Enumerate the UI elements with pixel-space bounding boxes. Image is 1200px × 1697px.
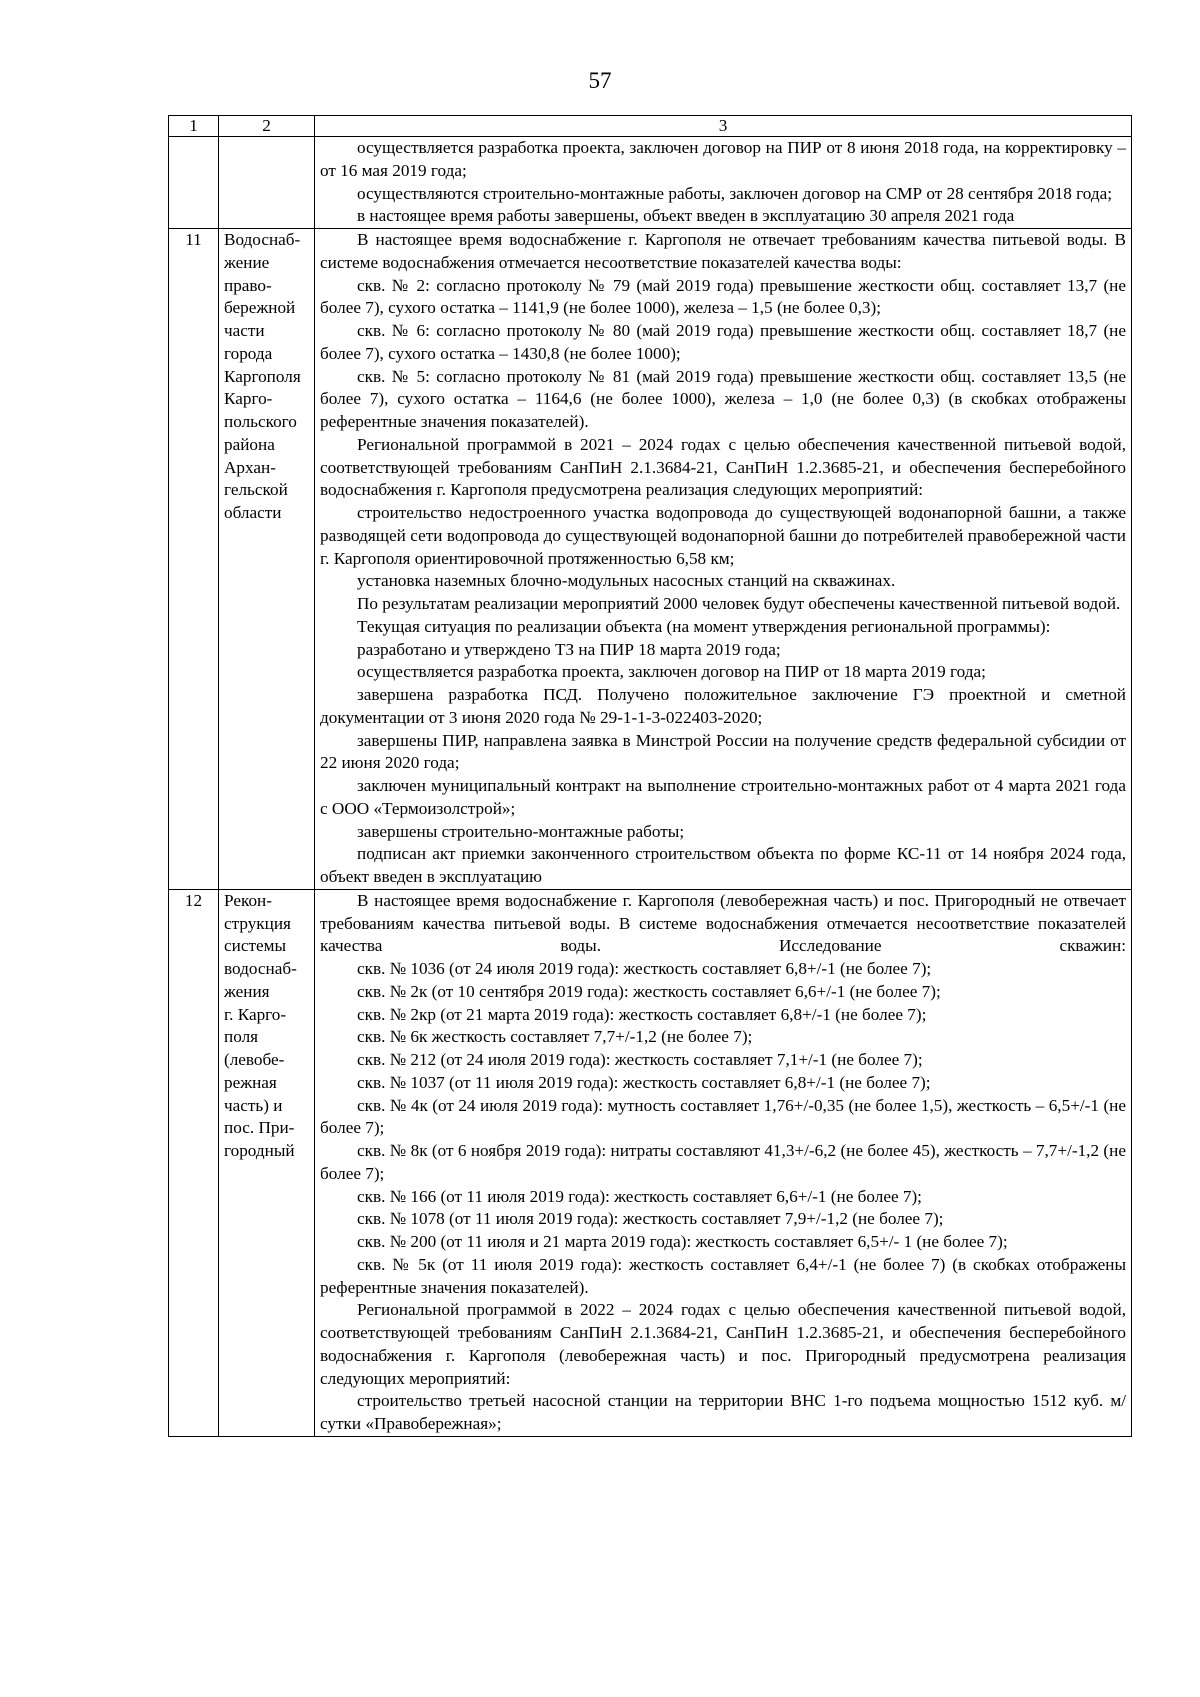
paragraph: скв. № 2к (от 10 сентября 2019 года): жесткость составляет 6,6+/-1 (не более 7); bbox=[357, 981, 941, 1001]
paragraph: скв. № 200 (от 11 июля и 21 марта 2019 года): жесткость составляет 6,5+/- 1 (не более 7); bbox=[357, 1232, 1008, 1251]
paragraph: осуществляется разработка проекта, заключен договор на ПИР от 18 марта 2019 года; bbox=[357, 662, 986, 682]
object-name-line: режная bbox=[224, 1072, 277, 1092]
paragraph: скв. № 8к (от 6 ноября 2019 года): нитраты составляют 41,3+/-6,2 (не более 45), жесткость – 7,7+/-1,2 (не более 7); bbox=[320, 1141, 1126, 1183]
row-number-cell: 11 bbox=[169, 229, 219, 890]
object-name-cell bbox=[219, 889, 315, 1436]
object-name-line: часть) и bbox=[224, 1095, 283, 1115]
object-name-line: Водоснаб- bbox=[224, 230, 301, 249]
paragraph: завершены ПИР, направлена заявка в Минстрой России на получение средств федеральной субсидии от 22 июня 2020 года; bbox=[320, 730, 1126, 773]
paragraph: завершена разработка ПСД. Получено положительное заключение ГЭ проектной и сметной документации от 3 июня 2020 года № 29-1-1-3-022403-2020; bbox=[320, 685, 1126, 727]
object-name-line: области bbox=[224, 503, 282, 522]
object-name-line: струкция bbox=[224, 913, 291, 933]
table-row-continuation bbox=[169, 137, 1132, 229]
object-name-line: гельской bbox=[224, 480, 288, 500]
object-name-cell bbox=[219, 229, 315, 890]
paragraph: По результатам реализации мероприятий 2000 человек будут обеспечены качественной питьевой водой. bbox=[357, 594, 1121, 613]
description-cell bbox=[315, 137, 1132, 229]
document-table bbox=[168, 115, 1132, 1437]
paragraph: строительство недостроенного участка водопровода до существующей водонапорной башни, а также разводящей сети водопровода до существующей водонапорной башни до потребителей правобережной части г. Каргополя ориентировочной протяженностью 6,58 км; bbox=[320, 503, 1126, 568]
object-name-line: пос. При- bbox=[224, 1118, 295, 1138]
paragraph: скв. № 212 (от 24 июля 2019 года): жесткость составляет 7,1+/-1 (не более 7); bbox=[357, 1050, 923, 1069]
description-cell bbox=[315, 229, 1132, 890]
object-name-cell bbox=[219, 137, 315, 229]
paragraph: осуществляются строительно-монтажные работы, заключен договор на СМР от 28 сентября 2018 года; bbox=[357, 183, 1112, 203]
object-name-line: города bbox=[224, 343, 273, 363]
paragraph: разработано и утверждено ТЗ на ПИР 18 марта 2019 года; bbox=[357, 639, 781, 659]
paragraph: скв. № 2кр (от 21 марта 2019 года): жесткость составляет 6,8+/-1 (не более 7); bbox=[357, 1004, 927, 1024]
paragraph: Региональной программой в 2022 – 2024 годах с целью обеспечения качественной питьевой водой, соответствующей требованиям СанПиН 2.1.3684-21, СанПиН 1.2.3685-21, и обеспечения бесперебойного водоснабжения г. Каргополя (левобережная часть) и пос. Пригородный предусмотрена реализация следующих мероприятий: bbox=[320, 1300, 1126, 1388]
paragraph: скв. № 4к (от 24 июля 2019 года): мутность составляет 1,76+/-0,35 (не более 1,5), жесткость – 6,5+/-1 (не более 7); bbox=[320, 1095, 1126, 1138]
object-name-line: польского bbox=[224, 412, 297, 431]
object-name-line: Каргополя bbox=[224, 366, 301, 386]
paragraph: скв. № 6: согласно протоколу № 80 (май 2019 года) превышение жесткости общ. составляет 18,7 (не более 7), сухого остатка – 1430,8 (не более 1000); bbox=[320, 321, 1126, 363]
paragraph: скв. № 1036 (от 24 июля 2019 года): жесткость составляет 6,8+/-1 (не более 7); bbox=[357, 959, 932, 978]
object-name-line: Карго- bbox=[224, 389, 273, 409]
paragraph: скв. № 5к (от 11 июля 2019 года): жесткость составляет 6,4+/-1 (не более 7) (в скобках отображены референтные значения показателей). bbox=[320, 1254, 1126, 1297]
object-name-line: право- bbox=[224, 275, 272, 295]
table-row-11 bbox=[169, 229, 1132, 890]
paragraph: подписан акт приемки законченного строительством объекта по форме КС-11 от 14 ноября 2024 года, объект введен в эксплуатацию bbox=[320, 844, 1126, 886]
row-number-cell bbox=[169, 137, 219, 229]
paragraph: скв. № 1037 (от 11 июля 2019 года): жесткость составляет 6,8+/-1 (не более 7); bbox=[357, 1072, 931, 1092]
object-name-line: системы bbox=[224, 936, 287, 956]
paragraph: строительство третьей насосной станции на территории ВНС 1-го подъема мощностью 1512 куб. м/сутки «Правобережная»; bbox=[320, 1391, 1126, 1433]
paragraph: В настоящее время водоснабжение г. Каргополя (левобережная часть) и пос. Пригородный не отвечает требованиям качества питьевой воды. В системе водоснабжения отмечается несоответствие показателей качества воды. Исследование скважин: bbox=[320, 890, 1126, 956]
paragraph: скв. № 1078 (от 11 июля 2019 года): жесткость составляет 7,9+/-1,2 (не более 7); bbox=[357, 1209, 944, 1229]
object-name-line: Рекон- bbox=[224, 890, 272, 910]
table-row-12 bbox=[169, 889, 1132, 1436]
paragraph: заключен муниципальный контракт на выполнение строительно-монтажных работ от 4 марта 2021 года с ООО «Термоизолстрой»; bbox=[320, 776, 1126, 818]
object-name-line: поля bbox=[224, 1027, 259, 1047]
object-name-line: жения bbox=[224, 981, 270, 1001]
row-number-cell: 12 bbox=[169, 889, 219, 1436]
object-name-line: водоснаб- bbox=[224, 959, 297, 978]
object-name-line: Архан- bbox=[224, 457, 276, 477]
object-name-line: г. Карго- bbox=[224, 1004, 287, 1024]
paragraph: Текущая ситуация по реализации объекта (на момент утверждения региональной программы): bbox=[357, 616, 1051, 636]
object-name-line: района bbox=[224, 434, 275, 454]
paragraph: в настоящее время работы завершены, объект введен в эксплуатацию 30 апреля 2021 года bbox=[357, 206, 1015, 226]
object-name-line: жение bbox=[224, 252, 270, 272]
paragraph: скв. № 166 (от 11 июля 2019 года): жесткость составляет 6,6+/-1 (не более 7); bbox=[357, 1186, 922, 1206]
object-name-line: городный bbox=[224, 1141, 295, 1160]
object-name-line: бережной bbox=[224, 298, 296, 318]
header-cell-2: 2 bbox=[219, 116, 315, 137]
page-number: 57 bbox=[588, 68, 612, 93]
paragraph: установка наземных блочно-модульных насосных станций на скважинах. bbox=[357, 571, 896, 591]
paragraph: осуществляется разработка проекта, заключен договор на ПИР от 8 июня 2018 года, на корректировку – от 16 мая 2019 года; bbox=[320, 138, 1126, 180]
paragraph: Региональной программой в 2021 – 2024 годах с целью обеспечения качественной питьевой водой, соответствующей требованиям СанПиН 2.1.3684-21, СанПиН 1.2.3685-21, и обеспечения бесперебойного водоснабжения г. Каргополя предусмотрена реализация следующих мероприятий: bbox=[320, 434, 1126, 500]
paragraph: скв. № 2: согласно протоколу № 79 (май 2019 года) превышение жесткости общ. составляет 13,7 (не более 7), сухого остатка – 1141,9 (не более 1000), железа – 1,5 (не более 0,3); bbox=[320, 275, 1126, 318]
paragraph: В настоящее время водоснабжение г. Каргополя не отвечает требованиям качества питьевой воды. В системе водоснабжения отмечается несоответствие показателей качества воды: bbox=[320, 230, 1126, 272]
header-cell-1: 1 bbox=[169, 116, 219, 137]
object-name-line: части bbox=[224, 321, 265, 340]
paragraph: скв. № 5: согласно протоколу № 81 (май 2019 года) превышение жесткости общ. составляет 13,5 (не более 7), сухого остатка – 1164,6 (не более 1000), железа – 1,0 (не более 0,3) (в скобках отображены референтные значения показателей). bbox=[320, 366, 1126, 431]
paragraph: завершены строительно-монтажные работы; bbox=[357, 821, 685, 841]
description-cell bbox=[315, 889, 1132, 1436]
header-cell-3: 3 bbox=[315, 116, 1132, 137]
paragraph: скв. № 6к жесткость составляет 7,7+/-1,2 (не более 7); bbox=[357, 1027, 753, 1047]
object-name-line: (левобе- bbox=[224, 1050, 285, 1069]
table-header-row bbox=[169, 116, 1132, 137]
